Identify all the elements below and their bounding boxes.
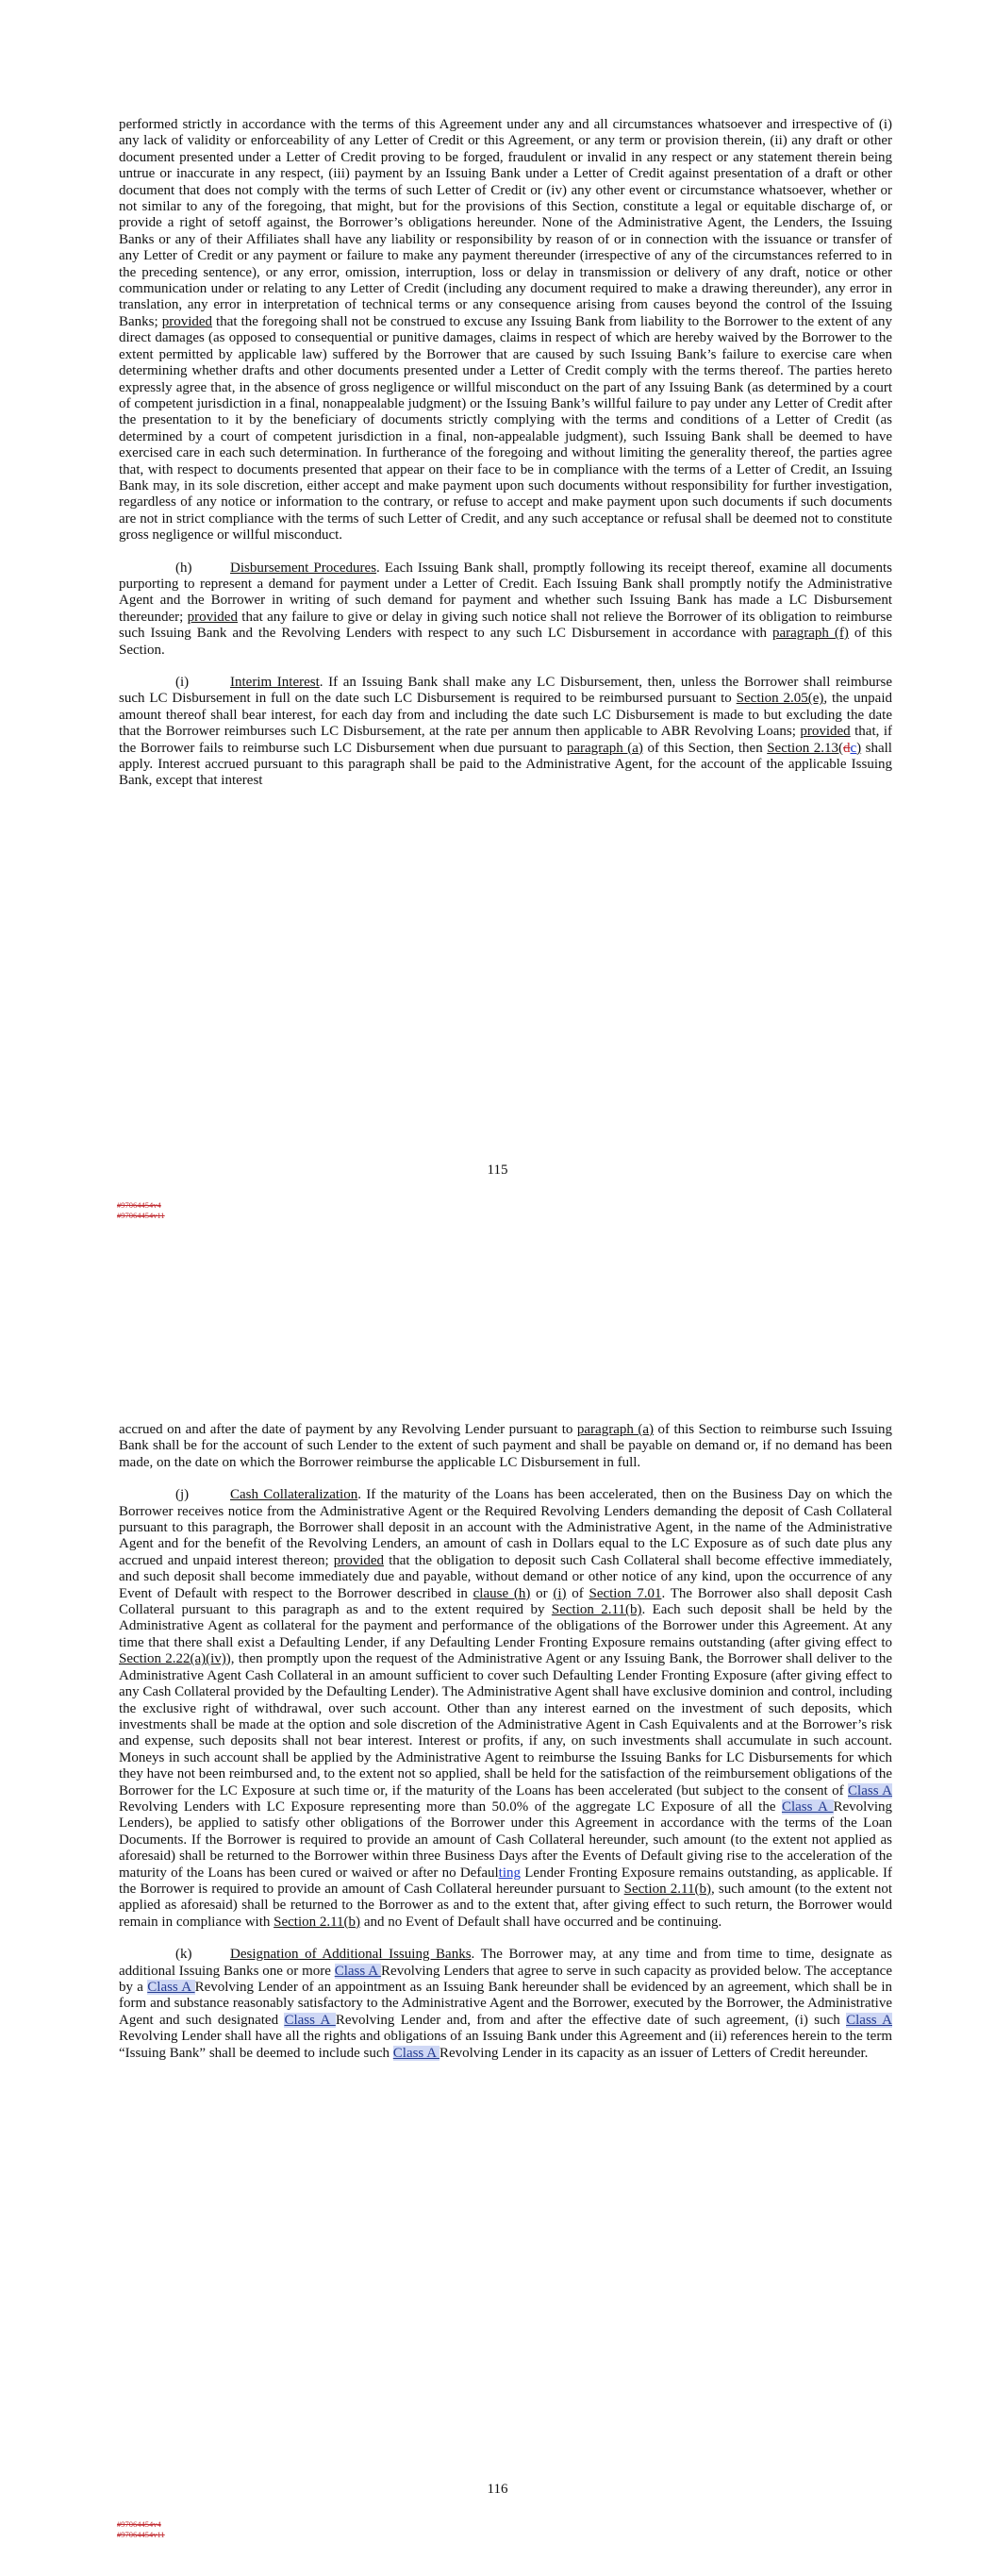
highlighted-class-a: Class A <box>284 2012 336 2028</box>
paragraph-h: (h) Disbursement Procedures. Each Issuing Bank shall, promptly following its receipt thereof, examine all documents purporting to represent a demand for payment under a Letter of Credit. Each Issuing Bank shall promptly notify the Administrative Agent and the Borrower in writing of such demand for payment and whether such Issuing Bank has made a LC Disbursement thereunder; provided that any failure to give or delay in giving such notice shall not relieve the Borrower of its obligation to reimburse such Issuing Bank and the Revolving Lenders with respect to any such LC Disbursement in accordance with paragraph (f) of this Section. <box>119 560 893 658</box>
heading-interim-interest: Interim Interest <box>230 675 320 690</box>
paragraph-label-j: (j) <box>175 1487 190 1503</box>
page-116 <box>0 1255 995 2576</box>
page-116-text <box>119 1422 892 2078</box>
cross-reference: Section 2.11(b) <box>274 1914 361 1930</box>
cross-reference: Section 2.05(e) <box>736 691 824 707</box>
cross-reference: Section 2.13( <box>767 740 843 756</box>
heading-designation-additional-issuing-banks: Designation of Additional Issuing Banks <box>230 1947 472 1963</box>
heading-cash-collateralization: Cash Collateralization <box>230 1487 358 1503</box>
paragraph-j: (j) Cash Collateralization. If the maturity of the Loans has been accelerated, then on the Business Day on which the Borrower receives notice from the Administrative Agent or the Required Revolving Lenders demanding the deposit of Cash Collateral pursuant to this paragraph, the Borrower shall deposit in an account with the Administrative Agent, in the name of the Administrative Agent and for the benefit of the Revolving Lenders, an amount of cash in Dollars equal to the LC Exposure as of such date plus any accrued and unpaid interest thereon; provided that the obligation to deposit such Cash Collateral shall become effective immediately, and such deposit shall become immediately due and payable, without demand or other notice of any kind, upon the occurrence of any Event of Default with respect to the Borrower described in clause (h) or (i) of Section 7.01. The Borrower also shall deposit Cash Collateral pursuant to this paragraph as and to the extent required by Section 2.11(b). Each such deposit shall be held by the Administrative Agent as collateral for the payment and performance of the obligations of the Borrower under this Agreement. At any time that there shall exist a Defaulting Lender, if any Defaulting Lender Fronting Exposure remains outstanding (after giving effect to Section 2.22(a)(iv)), then promptly upon the request of the Administrative Agent or any Issuing Bank, the Borrower shall deliver to the Administrative Agent Cash Collateral in an amount sufficient to cover such Defaulting Lender Fronting Exposure (after giving effect to any Cash Collateral provided by the Defaulting Lender). The Administrative Agent shall have exclusive dominion and control, including the exclusive right of withdrawal, over such account. Other than any interest earned on the investment of such deposits, which investments shall be made at the option and sole discretion of the Administrative Agent in Cash Equivalents and at the Borrower’s risk and expense, such deposits shall not bear interest. Interest or profits, if any, on such investments shall accumulate in such account. Moneys in such account shall be applied by the Administrative Agent to reimburse the Issuing Banks for LC Disbursements for which they have not been reimbursed and, to the extent not so applied, shall be held for the satisfaction of the reimbursement obligations of the Borrower for the LC Exposure at such time or, if the maturity of the Loans has been accelerated (but subject to the consent of Class A Revolving Lenders with LC Exposure representing more than 50.0% of the aggregate LC Exposure of all the Class A Revolving Lenders), be applied to satisfy other obligations of the Borrower under this Agreement in accordance with the terms of the Loan Documents. If the Borrower is required to provide an amount of Cash Collateral hereunder, such amount (to the extent not applied as aforesaid) shall be returned to the Borrower within three Business Days after the Events of Default giving rise to the acceleration of the maturity of the Loans has been cured or waived or after no Defaulting Lender Fronting Exposure remains outstanding, as applicable. If the Borrower is required to provide an amount of Cash Collateral hereunder pursuant to Section 2.11(b), such amount (to the extent not applied as aforesaid) shall be returned to the Borrower as and to the extent that, after giving effect to such return, the Borrower would remain in compliance with Section 2.11(b) and no Event of Default shall have occurred and be continuing. <box>119 1487 893 1930</box>
document-id-new: #97064454v11 <box>117 1211 165 1220</box>
highlighted-class-a: Class A <box>781 1798 834 1815</box>
paragraph-label-h: (h) <box>175 560 192 576</box>
cross-reference: paragraph (a) <box>566 740 643 756</box>
deleted-text: d <box>842 740 851 756</box>
document-id-new: #97064454v11 <box>117 2530 165 2539</box>
paragraph-label-i: (i) <box>175 675 190 690</box>
inserted-text: ting <box>498 1865 521 1881</box>
paragraph-g-continuation: performed strictly in accordance with the terms of this Agreement under any and all circumstances whatsoever and irrespective of (i) any lack of validity or enforceability of any Letter of Credit or this Agreement, or any term or provision therein, (ii) any draft or other document presented under a Letter of Credit proving to be forged, fraudulent or invalid in any respect or any statement therein being untrue or inaccurate in any respect, (iii) payment by an Issuing Bank under a Letter of Credit against presentation of a draft or other document that does not comply with the terms of such Letter of Credit or (iv) any other event or circumstance whatsoever, whether or not similar to any of the foregoing, that might, but for the provisions of this Section, constitute a legal or equitable discharge of, or provide a right of setoff against, the Borrower’s obligations hereunder. None of the Administrative Agent, the Lenders, the Issuing Banks or any of their Affiliates shall have any liability or responsibility by reason of or in connection with the issuance or transfer of any Letter of Credit or any payment or failure to make any payment thereunder (irrespective of any of the circumstances referred to in the preceding sentence), or any error, omission, interruption, loss or delay in transmission or delivery of any draft, notice or other communication under or relating to any Letter of Credit (including any document required to make a drawing thereunder), any error in translation, any error in interpretation of technical terms or any consequence arising from causes beyond the control of the Issuing Banks; provided that the foregoing shall not be construed to excuse any Issuing Bank from liability to the Borrower to the extent of any direct damages (as opposed to consequential or punitive damages, claims in respect of which are hereby waived by the Borrower to the extent permitted by applicable law) suffered by the Borrower that are caused by such Issuing Bank’s failure to exercise care when determining whether drafts and other documents presented under a Letter of Credit comply with the terms thereof. The parties hereto expressly agree that, in the absence of gross negligence or willful misconduct on the part of any Issuing Bank (as determined by a court of competent jurisdiction in a final, nonappealable judgment) or the Issuing Bank’s willful failure to pay under any Letter of Credit after the presentation to it by the beneficiary of documents strictly complying with the terms and conditions of a Letter of Credit (as determined by a court of competent jurisdiction in a final, non-appealable judgment), such Issuing Bank shall be deemed to have exercised care in each such determination. In furtherance of the foregoing and without limiting the generality thereof, the parties agree that, with respect to documents presented that appear on their face to be in compliance with the terms of a Letter of Credit, an Issuing Bank may, in its sole discretion, either accept and make payment upon such documents without responsibility for further investigation, regardless of any notice or information to the contrary, or refuse to accept and make payment upon such documents if such documents are not in strict compliance with the terms of such Letter of Credit, and any such acceptance or refusal shall be deemed not to constitute gross negligence or willful misconduct. <box>119 117 892 544</box>
inserted-text: c <box>850 740 857 756</box>
highlighted-class-a: Class A <box>392 2045 439 2061</box>
heading-disbursement-procedures: Disbursement Procedures <box>230 560 377 576</box>
cross-reference: paragraph (a) <box>576 1422 654 1437</box>
highlighted-class-a: Class A <box>334 1963 382 1979</box>
paragraph-label-k: (k) <box>175 1947 192 1963</box>
cross-reference: Section 2.11(b) <box>551 1602 642 1618</box>
highlighted-class-a: Class A <box>147 1980 195 1995</box>
page-number: 115 <box>487 1163 508 1178</box>
document-id-old: #97064454v4 <box>117 2519 161 2529</box>
cross-reference: paragraph (f) <box>771 626 849 642</box>
page-115 <box>0 0 995 1255</box>
cross-reference: Section 7.01 <box>589 1585 662 1601</box>
paragraph-k: (k) Designation of Additional Issuing Banks. The Borrower may, at any time and from time to time, designate as additional Issuing Banks one or more Class A Revolving Lenders that agree to serve in such capacity as provided below. The acceptance by a Class A Revolving Lender of an appointment as an Issuing Bank hereunder shall be evidenced by an agreement, which shall be in form and substance reasonably satisfactory to the Administrative Agent and the Borrower, executed by the Borrower, the Administrative Agent and such designated Class A Revolving Lender and, from and after the effective date of such agreement, (i) such Class A Revolving Lender shall have all the rights and obligations of an Issuing Bank under this Agreement and (ii) references herein to the term “Issuing Bank” shall be deemed to include such Class A Revolving Lender in its capacity as an issuer of Letters of Credit hereunder. <box>119 1947 893 2061</box>
cross-reference: (i) <box>553 1585 567 1601</box>
paragraph-i: (i) Interim Interest. If an Issuing Bank shall make any LC Disbursement, then, unless the Borrower shall reimburse such LC Disbursement in full on the date such LC Disbursement is required to be reimbursed pursuant to Section 2.05(e), the unpaid amount thereof shall bear interest, for each day from and including the date such LC Disbursement is made to but excluding the date that the Borrower reimburses such LC Disbursement, at the rate per annum then applicable to ABR Revolving Loans; provided that, if the Borrower fails to reimburse such LC Disbursement when due pursuant to paragraph (a) of this Section, then Section 2.13(dc) shall apply. Interest accrued pursuant to this paragraph shall be paid to the Administrative Agent, for the account of the applicable Issuing Bank, except that interest <box>119 675 893 789</box>
page-115-text <box>119 117 892 806</box>
cross-reference: Section 2.11(b) <box>623 1881 711 1897</box>
cross-reference: Section 2.22(a)(iv) <box>119 1651 226 1667</box>
highlighted-class-a: Class A <box>848 1782 893 1798</box>
paragraph-i-continuation: accrued on and after the date of payment by any Revolving Lender pursuant to paragraph (a) of this Section to reimburse such Issuing Bank shall be for the account of such Lender to the extent of such payment and shall be payable on demand or, if no demand has been made, on the date on which the Borrower reimburse the applicable LC Disbursement in full. <box>119 1422 892 1470</box>
highlighted-class-a: Class A <box>846 2012 893 2028</box>
document-id-old: #97064454v4 <box>117 1200 161 1210</box>
page-number: 116 <box>487 2482 508 2497</box>
cross-reference: clause (h) <box>473 1585 531 1601</box>
